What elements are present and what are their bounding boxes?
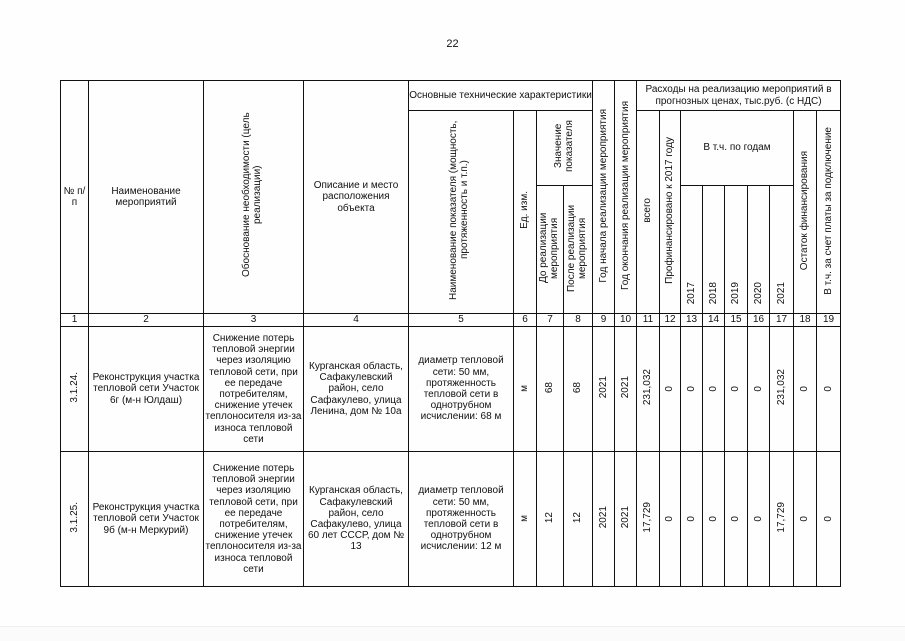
header-prefinanced-label: Профинансировано к 2017 году (664, 136, 676, 284)
header-year-start-label: Год начала реализации мероприятия (597, 108, 609, 283)
row-2021 (770, 452, 794, 587)
header-year-2021 (770, 186, 794, 314)
row-before (537, 452, 564, 587)
header-year-2017-label: 2017 (685, 281, 697, 304)
row-unit (514, 452, 537, 587)
header-basis (204, 81, 304, 314)
header-unit-label: Ед. изм. (519, 191, 531, 230)
row-connection-fee (817, 452, 841, 587)
row-after (564, 452, 593, 587)
row-description: Курганская область, Сафакулевский район, село Сафакулево, улица 60 лет СССР, дом № 13 (304, 452, 409, 587)
row-indicator: диаметр тепловой сети: 50 мм, протяженность тепловой сети в однотрубном исчислении: 68 м (409, 327, 514, 452)
header-connection-fee (817, 111, 841, 314)
row-2019-value: 0 (730, 515, 742, 522)
row-2021-value: 17,729 (775, 502, 787, 533)
column-number: 13 (681, 314, 703, 327)
page-number: 22 (446, 38, 459, 50)
header-connection-fee-label: В т.ч. за счет платы за подключение (822, 126, 834, 295)
row-total (637, 452, 660, 587)
column-number: 9 (593, 314, 615, 327)
row-year-end (615, 452, 637, 587)
row-2018 (703, 452, 725, 587)
row-unit (514, 327, 537, 452)
header-prefinanced (660, 111, 681, 314)
row-prefinanced-value: 0 (664, 385, 676, 392)
row-2019 (725, 452, 748, 587)
row-year-start-value: 2021 (597, 376, 609, 399)
header-after (564, 186, 593, 314)
row-connection-fee-value: 0 (822, 385, 834, 392)
row-basis: Снижение потерь тепловой энергии через изоляцию тепловой сети, при ее передаче потребителям, снижение утечек теплоносителя из-за износа тепловой сети (204, 452, 304, 587)
row-2020 (748, 452, 770, 587)
column-number: 1 (61, 314, 89, 327)
row-year-end (615, 327, 637, 452)
row-after-value: 12 (572, 511, 584, 523)
row-2017 (681, 452, 703, 587)
header-after-label: После реализации мероприятия (566, 204, 589, 292)
header-year-2021-label: 2021 (775, 281, 787, 304)
header-description: Описание и место расположения объекта (304, 81, 409, 314)
header-year-2019 (725, 186, 748, 314)
row-num (61, 452, 89, 587)
header-row-1 (61, 81, 841, 111)
row-2018-value: 0 (707, 385, 719, 392)
header-total (637, 111, 660, 314)
header-year-2020 (748, 186, 770, 314)
row-2017 (681, 327, 703, 452)
column-number: 15 (725, 314, 748, 327)
header-year-2018 (703, 186, 725, 314)
header-indicator-name-label: Наименование показателя (мощность, протяженность и т.п.) (448, 120, 471, 301)
row-2017-value: 0 (685, 385, 697, 392)
header-unit (514, 111, 537, 314)
row-year-start-value: 2021 (597, 506, 609, 529)
header-year-2019-label: 2019 (730, 281, 742, 304)
header-remaining (794, 111, 817, 314)
row-year-end-value: 2021 (619, 376, 631, 399)
row-before (537, 327, 564, 452)
header-total-label: всего (642, 198, 654, 223)
table-row (61, 327, 841, 452)
row-unit-value: м (519, 384, 531, 392)
header-by-years: В т.ч. по годам (681, 111, 794, 186)
row-num-value: 3.1.24. (68, 372, 80, 403)
row-2019-value: 0 (730, 385, 742, 392)
column-number: 2 (89, 314, 204, 327)
row-year-start (593, 327, 615, 452)
row-after (564, 327, 593, 452)
header-remaining-label: Остаток финансирования (799, 150, 811, 270)
row-prefinanced (660, 452, 681, 587)
column-number: 4 (304, 314, 409, 327)
row-2020-value: 0 (752, 515, 764, 522)
header-indicator-name (409, 111, 514, 314)
column-number: 18 (794, 314, 817, 327)
header-value-group (537, 111, 593, 186)
header-name: Наименование мероприятий (89, 81, 204, 314)
row-2020 (748, 327, 770, 452)
row-name: Реконструкция участка тепловой сети Участок 9б (м-н Меркурий) (89, 452, 204, 587)
row-before-value: 12 (544, 511, 556, 523)
row-total-value: 231,032 (642, 369, 654, 406)
header-year-start (593, 81, 615, 314)
row-basis: Снижение потерь тепловой энергии через изоляцию тепловой сети, при ее передаче потребителям, снижение утечек теплоносителя из-за износа тепловой сети (204, 327, 304, 452)
row-2021-value: 231,032 (775, 369, 787, 406)
row-connection-fee (817, 327, 841, 452)
header-value-group-label: Значение показателя (552, 120, 575, 173)
column-number: 17 (770, 314, 794, 327)
header-cost-group: Расходы на реализацию мероприятий в прогнозных ценах, тыс.руб. (с НДС) (637, 81, 841, 111)
row-indicator: диаметр тепловой сети: 50 мм, протяженность тепловой сети в однотрубном исчислении: 12 м (409, 452, 514, 587)
table-row (61, 452, 841, 587)
header-basis-label: Обоснование необходимости (цель реализации) (240, 113, 263, 278)
row-2018-value: 0 (707, 515, 719, 522)
row-description: Курганская область, Сафакулевский район, село Сафакулево, улица Ленина, дом № 10а (304, 327, 409, 452)
column-number: 11 (637, 314, 660, 327)
column-number: 5 (409, 314, 514, 327)
column-number: 3 (204, 314, 304, 327)
column-number-row (61, 314, 841, 327)
scan-bottom-edge (0, 626, 905, 641)
column-number: 6 (514, 314, 537, 327)
row-year-end-value: 2021 (619, 506, 631, 529)
header-year-end-label: Год окончания реализации мероприятия (619, 100, 631, 290)
row-num-value: 3.1.25. (68, 502, 80, 533)
row-2020-value: 0 (752, 385, 764, 392)
row-name: Реконструкция участка тепловой сети Участок 6г (м-н Юлдаш) (89, 327, 204, 452)
column-number: 12 (660, 314, 681, 327)
header-before (537, 186, 564, 314)
row-2018 (703, 327, 725, 452)
row-year-start (593, 452, 615, 587)
header-year-2017 (681, 186, 703, 314)
column-number: 19 (817, 314, 841, 327)
row-prefinanced (660, 327, 681, 452)
row-total (637, 327, 660, 452)
row-2021 (770, 327, 794, 452)
row-remaining (794, 327, 817, 452)
row-unit-value: м (519, 514, 531, 522)
row-connection-fee-value: 0 (822, 515, 834, 522)
row-remaining (794, 452, 817, 587)
column-number: 10 (615, 314, 637, 327)
header-year-2018-label: 2018 (707, 281, 719, 304)
header-year-2020-label: 2020 (752, 281, 764, 304)
row-2017-value: 0 (685, 515, 697, 522)
row-total-value: 17,729 (642, 502, 654, 533)
row-num (61, 327, 89, 452)
header-tech-group: Основные технические характеристики (409, 81, 593, 111)
header-before-label: До реализации мероприятия (538, 212, 561, 284)
column-number: 16 (748, 314, 770, 327)
activities-table (60, 80, 841, 587)
row-prefinanced-value: 0 (664, 515, 676, 522)
column-number: 14 (703, 314, 725, 327)
column-number: 8 (564, 314, 593, 327)
row-remaining-value: 0 (799, 515, 811, 522)
row-after-value: 68 (572, 381, 584, 393)
column-number: 7 (537, 314, 564, 327)
row-2019 (725, 327, 748, 452)
row-remaining-value: 0 (799, 385, 811, 392)
header-year-end (615, 81, 637, 314)
header-num: № п/п (61, 81, 89, 314)
row-before-value: 68 (544, 381, 556, 393)
